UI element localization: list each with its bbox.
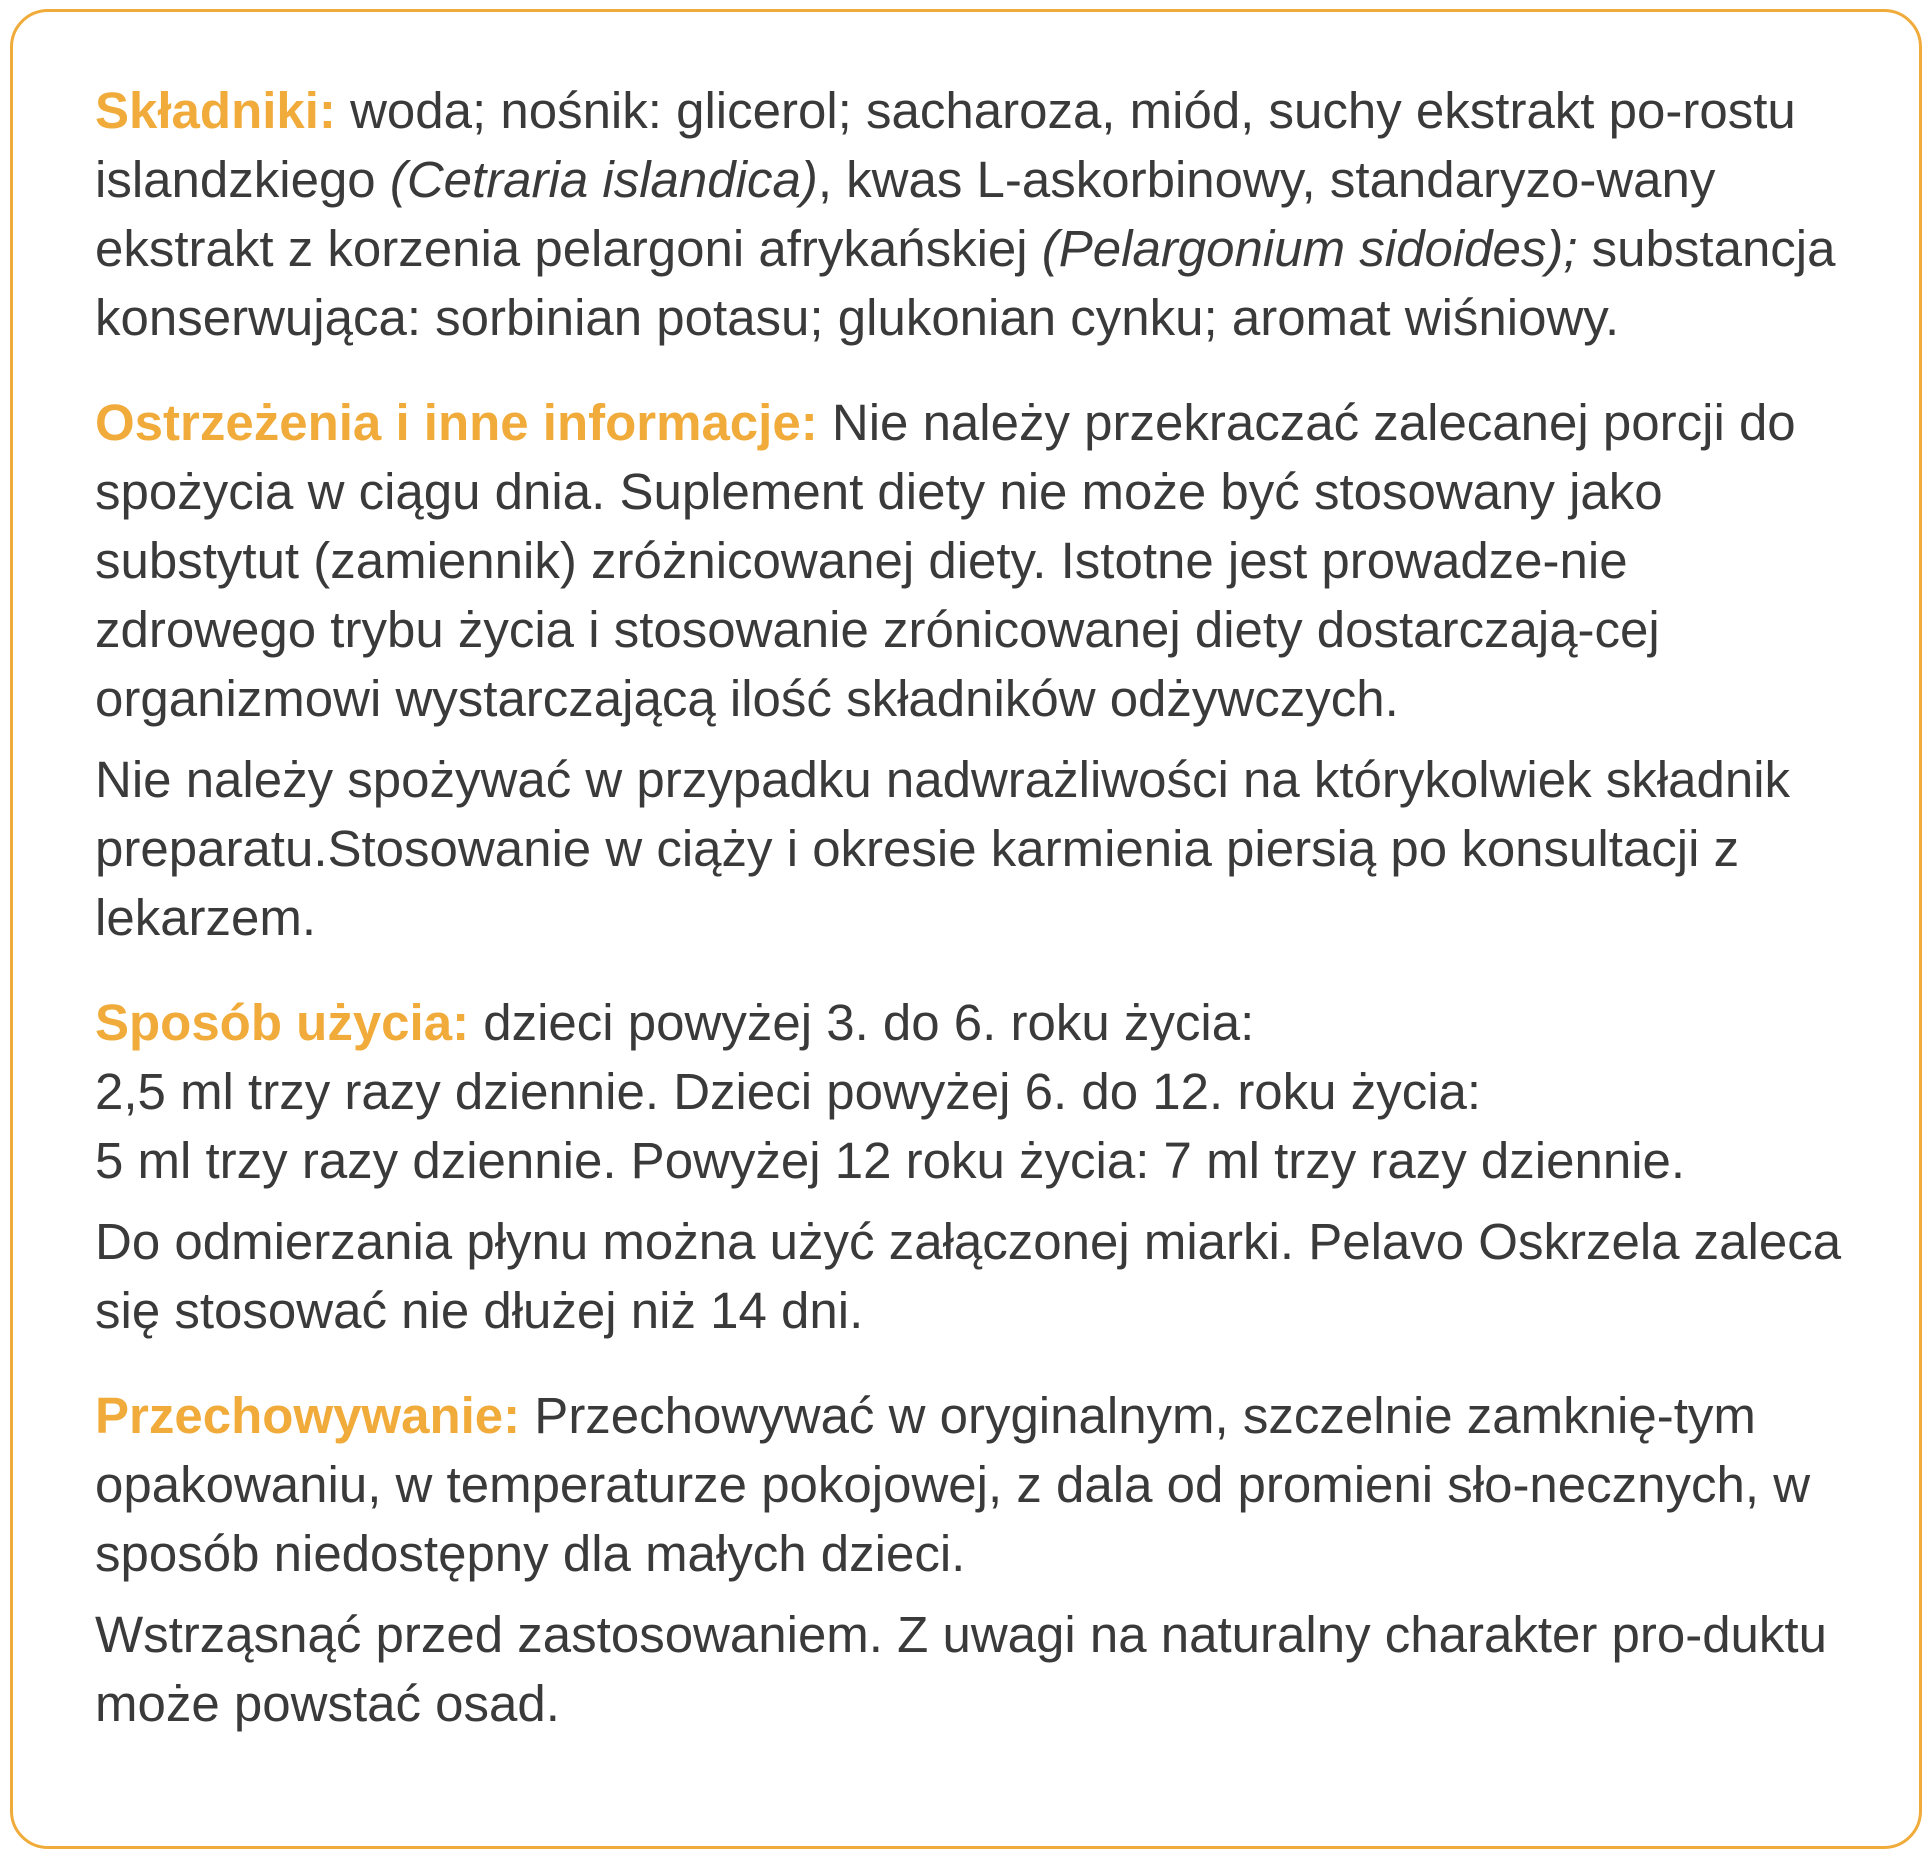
usage-heading: Sposób użycia: (95, 994, 470, 1051)
storage-paragraph-2: Wstrząsnąć przed zastosowaniem. Z uwagi na naturalny charakter pro-duktu może powstać osad. (95, 1606, 1827, 1732)
label-panel (10, 9, 1922, 1849)
warnings-text-1: Nie należy przekraczać zalecanej porcji do spożycia w ciągu dnia. Suplement diety nie może być stosowany jako substytut (zamiennik) zróżnicowanej diety. Istotne jest prowadze-nie zdrowego trybu życia i stosowanie zrónicowanej diety dostarczają-cej organizmowi wystarczającą ilość składników odżywczych. (95, 394, 1796, 727)
warnings-heading: Ostrzeżenia i inne informacje: (95, 394, 818, 451)
storage-paragraph-1 (95, 1381, 1855, 1588)
ingredients-latin-2: (Pelargonium sidoides); (1041, 220, 1578, 277)
usage-line-2: 2,5 ml trzy razy dziennie. Dzieci powyżej 6. do 12. roku życia: (95, 1063, 1482, 1120)
warnings-paragraph-1 (95, 388, 1855, 733)
usage-paragraph-2: Do odmierzania płynu można użyć załączonej miarki. Pelavo Oskrzela zaleca się stosować nie dłużej niż 14 dni. (95, 1213, 1842, 1339)
ingredients-text-3: substancja konserwująca: sorbinian potasu; glukonian cynku; aromat wiśniowy. (95, 220, 1836, 346)
ingredients-text-2: , kwas L-askorbinowy, standaryzo-wany ekstrakt z korzenia pelargoni afrykańskiej (95, 151, 1716, 277)
usage-line-3: 5 ml trzy razy dziennie. Powyżej 12 roku życia: 7 ml trzy razy dziennie. (95, 1132, 1686, 1189)
storage-heading: Przechowywanie: (95, 1387, 521, 1444)
storage-text-1: Przechowywać w oryginalnym, szczelnie zamknię-tym opakowaniu, w temperaturze pokojowej, z dala od promieni sło-necznych, w sposób niedostępny dla małych dzieci. (95, 1387, 1811, 1582)
label-content (95, 76, 1855, 1738)
ingredients-heading: Składniki: (95, 82, 336, 139)
usage-paragraph-1 (95, 988, 1855, 1195)
warnings-paragraph-2: Nie należy spożywać w przypadku nadwrażliwości na którykolwiek składnik preparatu.Stosowanie w ciąży i okresie karmienia piersią po konsultacji z lekarzem. (95, 751, 1791, 946)
usage-line-1: dzieci powyżej 3. do 6. roku życia: (469, 994, 1255, 1051)
ingredients-latin-1: (Cetraria islandica) (389, 151, 818, 208)
ingredients-paragraph (95, 76, 1855, 352)
ingredients-text-1: woda; nośnik: glicerol; sacharoza, miód, suchy ekstrakt po-rostu islandzkiego (95, 82, 1796, 208)
